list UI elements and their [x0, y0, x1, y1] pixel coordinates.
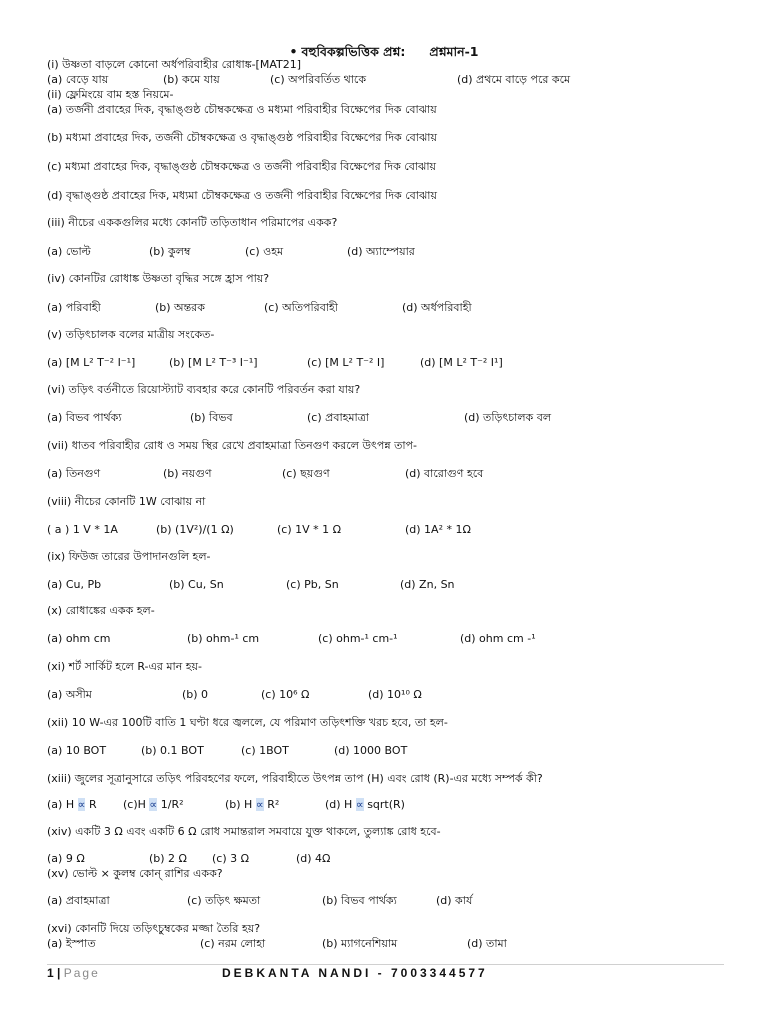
q15-option-d: (d) কার্য	[436, 894, 473, 907]
question-10: (x) রোধাঙ্কের একক হল-	[47, 604, 155, 617]
q1-option-b: (b) কমে যায়	[163, 73, 220, 86]
q2-line-d: (d) বৃদ্ধাঙ্গুষ্ঠ প্রবাহের দিক, মধ্যমা চৌম্বকক্ষেত্র ও তর্জনী পরিবাহীর বিক্ষেপের দিক বোঝায়	[47, 189, 437, 202]
q9-option-d: (d) Zn, Sn	[400, 578, 455, 591]
q2-line-c: (c) মধ্যমা প্রবাহের দিক, বৃদ্ধাঙ্গুষ্ঠ চৌম্বকক্ষেত্র ও তর্জনী পরিবাহীর বিক্ষেপের দিক বোঝায়	[47, 160, 437, 173]
question-12: (xii) 10 W-এর 100টি বাতি 1 ঘণ্টা ধরে জ্বললে, যে পরিমাণ তড়িৎশক্তি খরচ হবে, তা হল-	[47, 716, 448, 729]
q10-option-a: (a) ohm cm	[47, 632, 111, 645]
q5-option-c: (c) [M L² T⁻² I]	[307, 356, 385, 369]
q12-option-b: (b) 0.1 BOT	[141, 744, 204, 757]
q5-option-d: (d) [M L² T⁻² I¹]	[420, 356, 503, 369]
q11-option-d: (d) 10¹⁰ Ω	[368, 688, 422, 701]
q14-option-c: (c) 3 Ω	[212, 852, 250, 865]
q8-option-b: (b) (1V²)/(1 Ω)	[156, 523, 234, 536]
q4-option-d: (d) অর্ধপরিবাহী	[402, 301, 472, 314]
q5-option-b: (b) [M L² T⁻³ I⁻¹]	[169, 356, 258, 369]
q16-option-d: (d) তামা	[467, 937, 507, 950]
q12-option-d: (d) 1000 BOT	[334, 744, 408, 757]
q13-option-a: (a) H ∝ R	[47, 798, 97, 811]
question-3: (iii) নীচের এককগুলির মধ্যে কোনটি তড়িতাধান পরিমাপের একক?	[47, 216, 338, 229]
q6-option-c: (c) প্রবাহমাত্রা	[307, 411, 369, 424]
q13-option-c: (c)H ∝ 1/R²	[123, 798, 184, 811]
q11-option-b: (b) 0	[182, 688, 209, 701]
q7-option-a: (a) তিনগুণ	[47, 467, 101, 480]
q10-option-b: (b) ohm-¹ cm	[187, 632, 260, 645]
title-sub: প্রশ্নমান-1	[429, 44, 479, 59]
q7-option-b: (b) নয়গুণ	[163, 467, 212, 480]
q5-option-a: (a) [M L² T⁻² I⁻¹]	[47, 356, 136, 369]
q14-option-b: (b) 2 Ω	[149, 852, 187, 865]
q9-option-b: (b) Cu, Sn	[169, 578, 224, 591]
question-8: (viii) নীচের কোনটি 1W বোঝায় না	[47, 495, 206, 508]
q6-option-d: (d) তড়িৎচালক বল	[464, 411, 552, 424]
q15-option-c: (c) তড়িৎ ক্ষমতা	[187, 894, 261, 907]
proportional-symbol: ∝	[355, 798, 364, 811]
q1-option-c: (c) অপরিবর্তিত থাকে	[270, 73, 367, 86]
q8-option-a: ( a ) 1 V * 1A	[47, 523, 118, 536]
q7-option-d: (d) বারোগুণ হবে	[405, 467, 484, 480]
q7-option-c: (c) ছয়গুণ	[282, 467, 330, 480]
question-16: (xvi) কোনটি দিয়ে তড়িৎচুম্বকের মজ্জা তৈরি হয়?	[47, 922, 261, 935]
q10-option-d: (d) ohm cm -¹	[460, 632, 536, 645]
q2-line-b: (b) মধ্যমা প্রবাহের দিক, তর্জনী চৌম্বকক্ষেত্র ও বৃদ্ধাঙ্গুষ্ঠ পরিবাহীর বিক্ষেপের দিক বোঝায়	[47, 131, 437, 144]
title-bullet: •	[289, 44, 298, 59]
q8-option-d: (d) 1A² * 1Ω	[405, 523, 471, 536]
q6-option-a: (a) বিভব পার্থক্য	[47, 411, 122, 424]
question-7: (vii) ধাতব পরিবাহীর রোধ ও সময় স্থির রেখে প্রবাহমাত্রা তিনগুণ করলে উৎপন্ন তাপ-	[47, 439, 417, 452]
q3-option-c: (c) ওহম	[245, 245, 284, 258]
proportional-symbol: ∝	[255, 798, 264, 811]
q16-option-c: (c) নরম লোহা	[200, 937, 266, 950]
question-13: (xiii) জুলের সূত্রানুসারে তড়িৎ পরিবহণের ফলে, পরিবাহীতে উৎপন্ন তাপ (H) এবং রোধ (R)-এর মধ্যে সম্পর্ক কী?	[47, 772, 543, 785]
q13-option-d: (d) H ∝ sqrt(R)	[325, 798, 405, 811]
q15-option-a: (a) প্রবাহমাত্রা	[47, 894, 110, 907]
question-2: (ii) ফ্লেমিংয়ে বাম হস্ত নিয়মে-	[47, 88, 174, 101]
q11-option-a: (a) অসীম	[47, 688, 92, 701]
question-9: (ix) ফিউজ তারের উপাদানগুলি হল-	[47, 550, 211, 563]
question-14: (xiv) একটি 3 Ω এবং একটি 6 Ω রোধ সমান্তরাল সমবায়ে যুক্ত থাকলে, তুল্যাঙ্ক রোধ হবে-	[47, 825, 441, 838]
q1-option-d: (d) প্রথমে বাড়ে পরে কমে	[457, 73, 571, 86]
q12-option-c: (c) 1BOT	[241, 744, 289, 757]
q14-option-d: (d) 4Ω	[296, 852, 331, 865]
question-11: (xi) শর্ট সার্কিট হলে R-এর মান হয়-	[47, 660, 202, 673]
q15-option-b: (b) বিভব পার্থক্য	[322, 894, 397, 907]
question-6: (vi) তড়িৎ বর্তনীতে রিয়োস্ট্যাট ব্যবহার করে কোনটি পরিবর্তন করা যায়?	[47, 383, 361, 396]
q12-option-a: (a) 10 BOT	[47, 744, 107, 757]
question-5: (v) তড়িৎচালক বলের মাত্রীয় সংকেত-	[47, 328, 215, 341]
q14-option-a: (a) 9 Ω	[47, 852, 85, 865]
footer-author: DEBKANTA NANDI - 7003344577	[222, 966, 488, 980]
q16-option-b: (b) ম্যাগনেশিয়াম	[322, 937, 398, 950]
q10-option-c: (c) ohm-¹ cm-¹	[318, 632, 398, 645]
q4-option-a: (a) পরিবাহী	[47, 301, 101, 314]
q3-option-a: (a) ভোল্ট	[47, 245, 91, 258]
q9-option-c: (c) Pb, Sn	[286, 578, 339, 591]
q13-option-b: (b) H ∝ R²	[225, 798, 280, 811]
question-15: (xv) ভোল্ট × কুলম্ব কোন্ রাশির একক?	[47, 867, 223, 880]
title-main: বহুবিকল্পভিত্তিক প্রশ্ন:	[301, 44, 406, 59]
proportional-symbol: ∝	[77, 798, 86, 811]
footer-divider	[47, 964, 724, 965]
q6-option-b: (b) বিভব	[190, 411, 233, 424]
footer-page-number: 1 | Page	[47, 966, 100, 980]
question-4: (iv) কোনটির রোধাঙ্ক উষ্ণতা বৃদ্ধির সঙ্গে হ্রাস পায়?	[47, 272, 270, 285]
q16-option-a: (a) ইস্পাত	[47, 937, 96, 950]
q2-line-a: (a) তর্জনী প্রবাহের দিক, বৃদ্ধাঙ্গুষ্ঠ চৌম্বকক্ষেত্র ও মধ্যমা পরিবাহীর বিক্ষেপের দিক বোঝায়	[47, 103, 437, 116]
q3-option-d: (d) অ্যাম্পেয়ার	[347, 245, 415, 258]
question-1: (i) উষ্ণতা বাড়লে কোনো অর্ধপরিবাহীর রোধাঙ্ক-[MAT21]	[47, 58, 302, 71]
proportional-symbol: ∝	[149, 798, 158, 811]
q4-option-b: (b) অন্তরক	[155, 301, 205, 314]
q4-option-c: (c) অতিপরিবাহী	[264, 301, 338, 314]
q11-option-c: (c) 10⁶ Ω	[261, 688, 310, 701]
q1-option-a: (a) বেড়ে যায়	[47, 73, 109, 86]
q8-option-c: (c) 1V * 1 Ω	[277, 523, 342, 536]
q9-option-a: (a) Cu, Pb	[47, 578, 102, 591]
q3-option-b: (b) কুলম্ব	[149, 245, 191, 258]
